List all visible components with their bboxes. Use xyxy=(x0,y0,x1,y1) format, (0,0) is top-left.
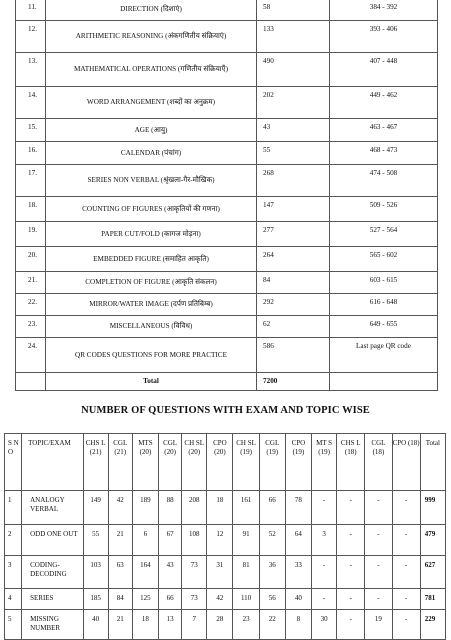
exam-count: 42 xyxy=(108,491,132,525)
page-range: 649 - 655 xyxy=(330,316,438,338)
exam-topic-name: ANALOGY VERBAL xyxy=(22,491,83,525)
exam-count: 42 xyxy=(207,589,233,610)
exam-count: - xyxy=(337,589,365,610)
exam-count: 3 xyxy=(312,525,337,556)
row-total: 229 xyxy=(420,610,445,640)
topic-name: PAPER CUT/FOLD (कागज मोड़ना) xyxy=(46,222,257,247)
exam-column-header: CGL (20) xyxy=(159,434,182,491)
exam-count: - xyxy=(392,525,420,556)
exam-count: 8 xyxy=(285,610,311,640)
exam-count: 19 xyxy=(365,610,392,640)
question-count: 277 xyxy=(257,222,330,247)
topic-row xyxy=(16,272,438,294)
topic-name: CALENDAR (पंचांग) xyxy=(46,142,257,165)
exam-count: - xyxy=(365,491,392,525)
exam-count: 40 xyxy=(285,589,311,610)
question-count: 586 xyxy=(257,338,330,373)
exam-count: 30 xyxy=(312,610,337,640)
exam-count: 78 xyxy=(285,491,311,525)
topic-row xyxy=(16,119,438,142)
exam-count: - xyxy=(365,525,392,556)
row-number: 14. xyxy=(16,87,46,119)
exam-count: 22 xyxy=(259,610,285,640)
exam-count: 73 xyxy=(182,556,207,589)
exam-count: 21 xyxy=(108,610,132,640)
topic-row xyxy=(16,222,438,247)
page-range: 527 - 564 xyxy=(330,222,438,247)
exam-topic-name: ODD ONE OUT xyxy=(22,525,83,556)
question-count: 147 xyxy=(257,197,330,222)
exam-count: 103 xyxy=(83,556,108,589)
exam-column-header: MT S (19) xyxy=(312,434,337,491)
exam-count: 6 xyxy=(132,525,158,556)
topic-name: COMPLETION OF FIGURE (आकृति संकलन) xyxy=(46,272,257,294)
row-number: 12. xyxy=(16,21,46,53)
row-serial: 1 xyxy=(5,491,22,525)
topic-page-table xyxy=(15,0,438,391)
exam-column-header: CPO (18) xyxy=(392,434,420,491)
total-blank xyxy=(16,373,46,391)
exam-column-header: CH SL (19) xyxy=(233,434,259,491)
exam-count: 189 xyxy=(132,491,158,525)
exam-column-header: CGL (21) xyxy=(108,434,132,491)
topic-name: DIRECTION (दिशाएं) xyxy=(46,0,257,21)
row-total: 781 xyxy=(420,589,445,610)
question-count: 268 xyxy=(257,165,330,197)
exam-column-header: CH SL (20) xyxy=(182,434,207,491)
row-number: 18. xyxy=(16,197,46,222)
question-count: 62 xyxy=(257,316,330,338)
exam-count: - xyxy=(312,491,337,525)
total-row xyxy=(16,373,438,391)
topic-name: COUNTING OF FIGURES (आकृतियों की गणना) xyxy=(46,197,257,222)
sno-header: S N O xyxy=(5,434,22,491)
exam-count: 23 xyxy=(233,610,259,640)
topic-exam-header: TOPIC/EXAM xyxy=(22,434,83,491)
topic-row xyxy=(16,197,438,222)
question-count: 490 xyxy=(257,53,330,87)
exam-column-header: CPO (19) xyxy=(285,434,311,491)
exam-column-header: MTS (20) xyxy=(132,434,158,491)
topic-row xyxy=(16,294,438,316)
exam-count: - xyxy=(337,491,365,525)
total-count: 7200 xyxy=(257,373,330,391)
exam-count: 52 xyxy=(259,525,285,556)
row-number: 21. xyxy=(16,272,46,294)
page-range: 565 - 602 xyxy=(330,247,438,272)
row-number: 11. xyxy=(16,0,46,21)
topic-name: MIRROR/WATER IMAGE (दर्पण प्रतिबिम्ब) xyxy=(46,294,257,316)
exam-count: 208 xyxy=(182,491,207,525)
page-range: 509 - 526 xyxy=(330,197,438,222)
exam-topic-name: MISSING NUMBER xyxy=(22,610,83,640)
exam-topic-row xyxy=(5,556,446,589)
question-count: 133 xyxy=(257,21,330,53)
row-serial: 5 xyxy=(5,610,22,640)
row-number: 24. xyxy=(16,338,46,373)
row-number: 20. xyxy=(16,247,46,272)
row-number: 22. xyxy=(16,294,46,316)
exam-topic-row xyxy=(5,491,446,525)
total-label: Total xyxy=(46,373,257,391)
row-number: 15. xyxy=(16,119,46,142)
row-total: 627 xyxy=(420,556,445,589)
exam-count: - xyxy=(312,556,337,589)
page-range: 463 - 467 xyxy=(330,119,438,142)
topic-row xyxy=(16,338,438,373)
exam-count: 28 xyxy=(207,610,233,640)
question-count: 292 xyxy=(257,294,330,316)
topic-name: SERIES NON VERBAL (श्रृंखला-गैर-मौखिक) xyxy=(46,165,257,197)
exam-count: 185 xyxy=(83,589,108,610)
exam-count: - xyxy=(392,589,420,610)
topic-row xyxy=(16,142,438,165)
page-range: 603 - 615 xyxy=(330,272,438,294)
exam-column-header: CHS L (21) xyxy=(83,434,108,491)
page-range: 474 - 508 xyxy=(330,165,438,197)
exam-count: - xyxy=(365,589,392,610)
exam-topic-name: CODING-DECODING xyxy=(22,556,83,589)
exam-count: 63 xyxy=(108,556,132,589)
exam-count: - xyxy=(365,556,392,589)
row-total: 999 xyxy=(420,491,445,525)
exam-count: 33 xyxy=(285,556,311,589)
exam-count: - xyxy=(337,610,365,640)
row-number: 16. xyxy=(16,142,46,165)
exam-topic-table xyxy=(4,433,446,640)
exam-count: 91 xyxy=(233,525,259,556)
exam-count: 88 xyxy=(159,491,182,525)
exam-count: 149 xyxy=(83,491,108,525)
exam-column-header: CPO (20) xyxy=(207,434,233,491)
topic-name: EMBEDDED FIGURE (समाहित आकृति) xyxy=(46,247,257,272)
exam-count: 56 xyxy=(259,589,285,610)
exam-count: 18 xyxy=(132,610,158,640)
topic-name: MISCELLANEOUS (विविध) xyxy=(46,316,257,338)
section-heading: NUMBER OF QUESTIONS WITH EXAM AND TOPIC WISE xyxy=(81,405,370,416)
exam-count: 64 xyxy=(285,525,311,556)
exam-column-header: CGL (19) xyxy=(259,434,285,491)
exam-count: 164 xyxy=(132,556,158,589)
question-count: 84 xyxy=(257,272,330,294)
exam-count: - xyxy=(337,556,365,589)
page-range: Last page QR code xyxy=(330,338,438,373)
page-range: 407 - 448 xyxy=(330,53,438,87)
exam-count: 66 xyxy=(259,491,285,525)
exam-count: 7 xyxy=(182,610,207,640)
exam-count: 67 xyxy=(159,525,182,556)
page-range: 449 - 462 xyxy=(330,87,438,119)
exam-count: 66 xyxy=(159,589,182,610)
topic-name: MATHEMATICAL OPERATIONS (गणितीय संक्रियाएँ) xyxy=(46,53,257,87)
exam-count: 31 xyxy=(207,556,233,589)
page-range: 384 - 392 xyxy=(330,0,438,21)
row-number: 19. xyxy=(16,222,46,247)
exam-count: 110 xyxy=(233,589,259,610)
exam-count: 18 xyxy=(207,491,233,525)
exam-count: 36 xyxy=(259,556,285,589)
exam-count: 13 xyxy=(159,610,182,640)
exam-count: 21 xyxy=(108,525,132,556)
total-pages-blank xyxy=(330,373,438,391)
row-total: 479 xyxy=(420,525,445,556)
exam-count: 43 xyxy=(159,556,182,589)
question-count: 58 xyxy=(257,0,330,21)
exam-topic-row xyxy=(5,525,446,556)
question-count: 55 xyxy=(257,142,330,165)
exam-count: - xyxy=(312,589,337,610)
topic-row xyxy=(16,316,438,338)
exam-count: 161 xyxy=(233,491,259,525)
exam-column-header: CGL (18) xyxy=(365,434,392,491)
exam-count: 73 xyxy=(182,589,207,610)
exam-count: 108 xyxy=(182,525,207,556)
topic-row xyxy=(16,87,438,119)
row-number: 23. xyxy=(16,316,46,338)
topic-row xyxy=(16,165,438,197)
exam-count: 55 xyxy=(83,525,108,556)
exam-column-header: Total xyxy=(420,434,445,491)
row-serial: 4 xyxy=(5,589,22,610)
exam-count: 84 xyxy=(108,589,132,610)
row-number: 17. xyxy=(16,165,46,197)
exam-count: - xyxy=(392,556,420,589)
question-count: 43 xyxy=(257,119,330,142)
exam-topic-row xyxy=(5,589,446,610)
topic-row xyxy=(16,0,438,21)
exam-topic-name: SERIES xyxy=(22,589,83,610)
exam-topic-row xyxy=(5,610,446,640)
page-range: 616 - 648 xyxy=(330,294,438,316)
exam-count: 81 xyxy=(233,556,259,589)
page-range: 468 - 473 xyxy=(330,142,438,165)
exam-count: 40 xyxy=(83,610,108,640)
topic-row xyxy=(16,21,438,53)
row-serial: 3 xyxy=(5,556,22,589)
topic-row xyxy=(16,247,438,272)
topic-name: QR CODES QUESTIONS FOR MORE PRACTICE xyxy=(46,338,257,373)
exam-count: - xyxy=(392,610,420,640)
row-serial: 2 xyxy=(5,525,22,556)
page-range: 393 - 406 xyxy=(330,21,438,53)
exam-column-header: CHS L (18) xyxy=(337,434,365,491)
exam-count: 12 xyxy=(207,525,233,556)
topic-name: WORD ARRANGEMENT (शब्दों का अनुक्रम) xyxy=(46,87,257,119)
exam-count: - xyxy=(337,525,365,556)
topic-name: AGE (आयु) xyxy=(46,119,257,142)
question-count: 264 xyxy=(257,247,330,272)
exam-header-row xyxy=(5,434,446,491)
exam-count: 125 xyxy=(132,589,158,610)
topic-name: ARITHMETIC REASONING (अंकगणितीय संक्रियाएं) xyxy=(46,21,257,53)
topic-row xyxy=(16,53,438,87)
question-count: 202 xyxy=(257,87,330,119)
row-number: 13. xyxy=(16,53,46,87)
exam-count: - xyxy=(392,491,420,525)
